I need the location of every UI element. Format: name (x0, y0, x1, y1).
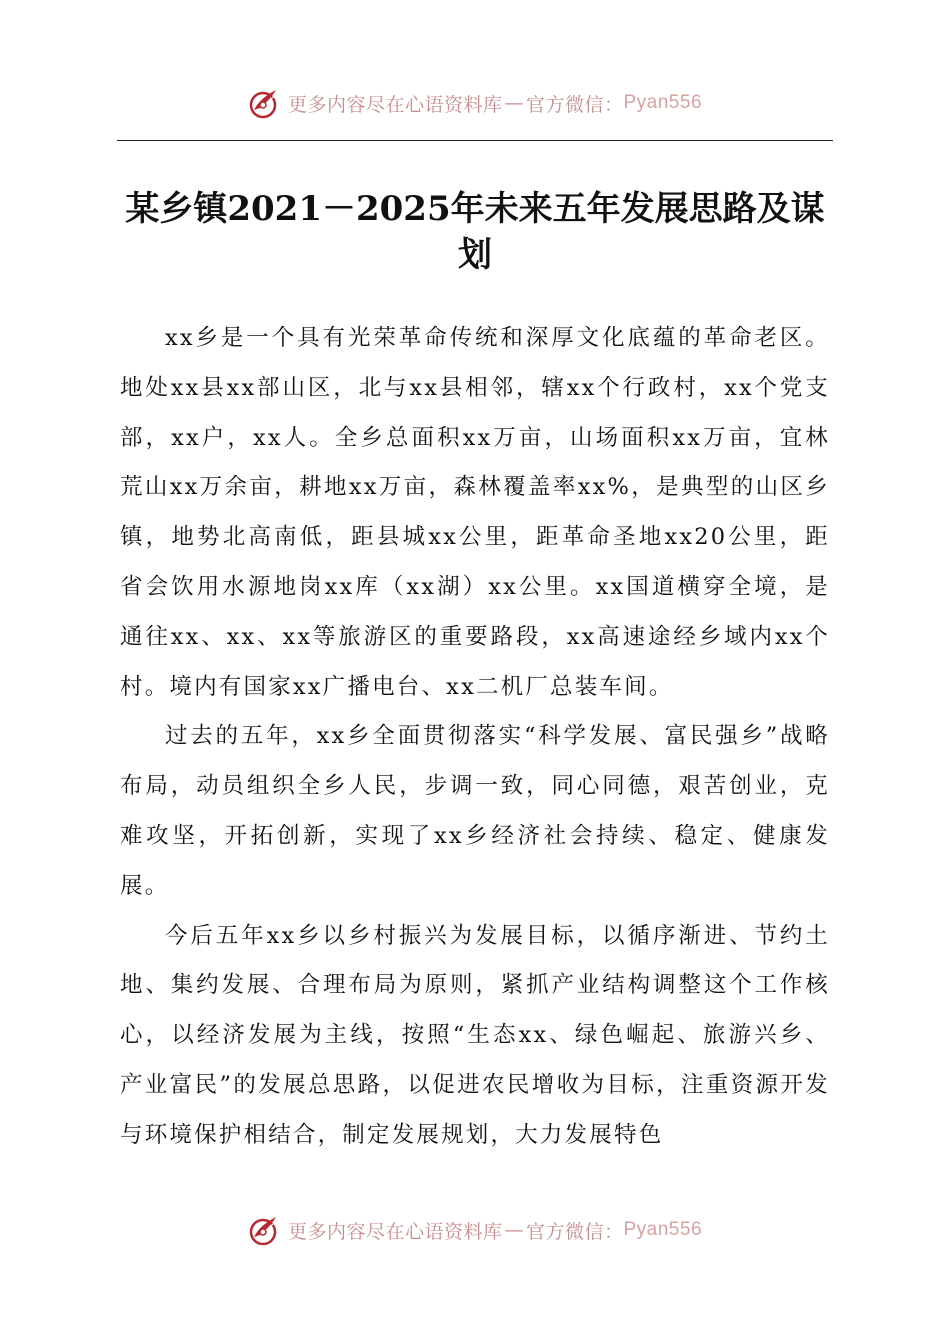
document-body (120, 314, 830, 1161)
banner-brand: 更多内容尽在心语资料库 (287, 1220, 503, 1243)
paragraph: 过去的五年，xx乡全面贯彻落实“科学发展、富民强乡”战略布局，动员组织全乡人民，步调一致，同心同德，艰苦创业，克难攻坚，开拓创新，实现了xx乡经济社会持续、稳定、健康发展。 (120, 723, 830, 899)
banner-wechat-label: 官方微信： (525, 93, 624, 116)
banner-dash: — (504, 1219, 524, 1241)
paragraph: 今后五年xx乡以乡村振兴为发展目标，以循序渐进、节约土地、集约发展、合理布局为原则，紧抓产业结构调整这个工作核心，以经济发展为主线，按照“生态xx、绿色崛起、旅游兴乡、产业富民”的发展总思路，以促进农民增收为目标，注重资源开发与环境保护相结合，制定发展规划，大力发展特色 (120, 922, 830, 1148)
banner-wechat-id: Pyan556 (623, 1219, 703, 1240)
header-banner (0, 83, 950, 123)
footer-banner (0, 1210, 950, 1250)
header-rule (117, 140, 833, 141)
banner-wechat-id: Pyan556 (623, 92, 703, 113)
paragraph: xx乡是一个具有光荣革命传统和深厚文化底蕴的革命老区。地处xx县xx部山区，北与xx县相邻，辖xx个行政村，xx个党支部，xx户，xx人。全乡总面积xx万亩，山场面积xx万亩，宜林荒山xx万余亩，耕地xx万亩，森林覆盖率xx%，是典型的山区乡镇，地势北高南低，距县城xx公里，距革命圣地xx20公里，距省会饮用水源地岗xx库（xx湖）xx公里。xx国道横穿全境，是通往xx、xx、xx等旅游区的重要路段，xx高速途经乡域内xx个村。境内有国家xx广播电台、xx二机厂总装车间。 (120, 325, 830, 700)
banner-dash: — (504, 92, 524, 114)
banner-wechat-label: 官方微信： (525, 1220, 624, 1243)
quill-logo-icon (248, 1213, 282, 1247)
quill-logo-icon (248, 86, 282, 120)
banner-brand: 更多内容尽在心语资料库 (287, 93, 503, 116)
document-title: 某乡镇2021－2025年未来五年发展思路及谋划 (125, 189, 825, 275)
